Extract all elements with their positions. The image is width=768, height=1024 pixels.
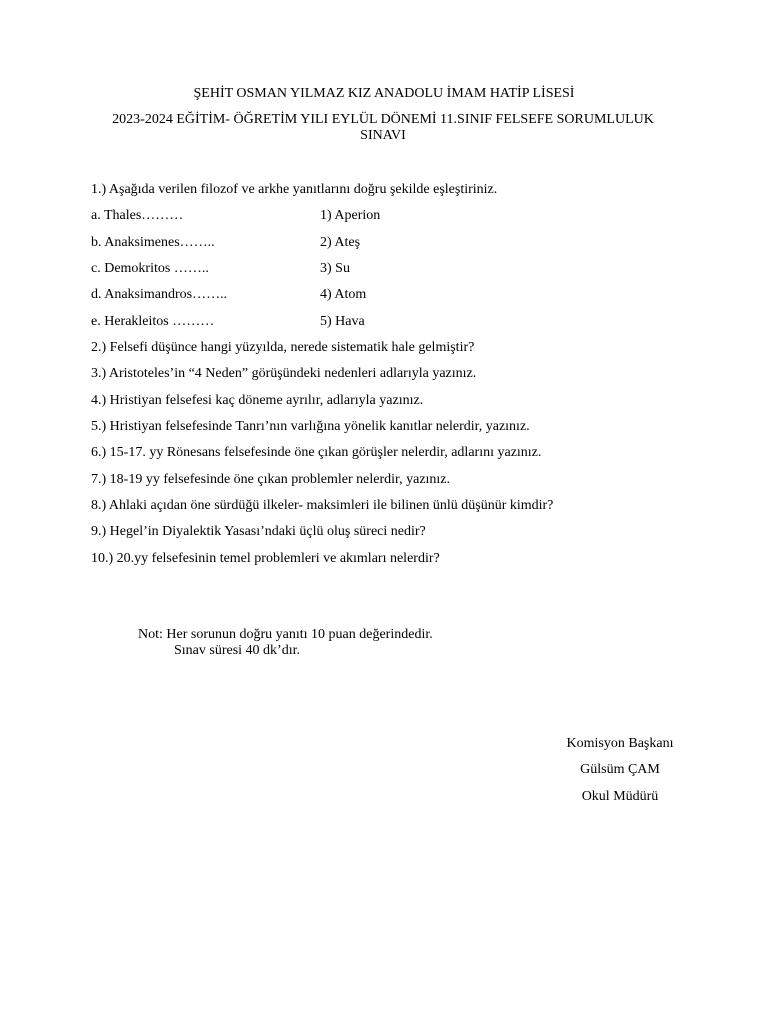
- match-left-d: d. Anaksimandros……..: [91, 287, 228, 302]
- question-2: 2.) Felsefi düşünce hangi yüzyılda, nerede sistematik hale gelmiştir?: [91, 340, 475, 355]
- question-4: 4.) Hristiyan felsefesi kaç döneme ayrılır, adlarıyla yazınız.: [91, 393, 424, 408]
- question-7: 7.) 18-19 yy felsefesinde öne çıkan problemler nelerdir, yazınız.: [91, 472, 451, 487]
- match-left-e: e. Herakleitos ………: [91, 314, 215, 329]
- question-8: 8.) Ahlaki açıdan öne sürdüğü ilkeler- maksimleri ile bilinen ünlü düşünür kimdir?: [91, 498, 554, 513]
- match-right-1: 1) Aperion: [320, 208, 381, 223]
- school-name: ŞEHİT OSMAN YILMAZ KIZ ANADOLU İMAM HATİP LİSESİ: [193, 86, 575, 101]
- match-right-2: 2) Ateş: [320, 235, 361, 250]
- match-right-4: 4) Atom: [320, 287, 367, 302]
- question-10: 10.) 20.yy felsefesinin temel problemleri ve akımları nelerdir?: [91, 551, 440, 566]
- question-3: 3.) Aristoteles’in “4 Neden” görüşündeki nedenleri adlarıyla yazınız.: [91, 366, 477, 381]
- match-left-c: c. Demokritos ……..: [91, 261, 209, 276]
- exam-note: Not: Her sorunun doğru yanıtı 10 puan değerindedir.: [138, 627, 433, 642]
- signature-role: Okul Müdürü: [581, 789, 659, 804]
- question-1: 1.) Aşağıda verilen filozof ve arkhe yanıtlarını doğru şekilde eşleştiriniz.: [91, 182, 498, 197]
- exam-duration: Sınav süresi 40 dk’dır.: [174, 643, 300, 658]
- match-left-b: b. Anaksimenes……..: [91, 235, 215, 250]
- match-left-a: a. Thales………: [91, 208, 184, 223]
- question-9: 9.) Hegel’in Diyalektik Yasası’ndaki üçlü oluş süreci nedir?: [91, 524, 426, 539]
- exam-title: 2023-2024 EĞİTİM- ÖĞRETİM YILI EYLÜL DÖNEMİ 11.SINIF FELSEFE SORUMLULUK SINAVI: [112, 112, 654, 143]
- match-right-5: 5) Hava: [320, 314, 365, 329]
- signature-title: Komisyon Başkanı: [566, 736, 674, 751]
- question-5: 5.) Hristiyan felsefesinde Tanrı’nın varlığına yönelik kanıtlar nelerdir, yazınız.: [91, 419, 530, 434]
- signature-name: Gülsüm ÇAM: [580, 762, 660, 777]
- question-6: 6.) 15-17. yy Rönesans felsefesinde öne çıkan görüşler nelerdir, adlarını yazınız.: [91, 445, 542, 460]
- match-right-3: 3) Su: [320, 261, 350, 276]
